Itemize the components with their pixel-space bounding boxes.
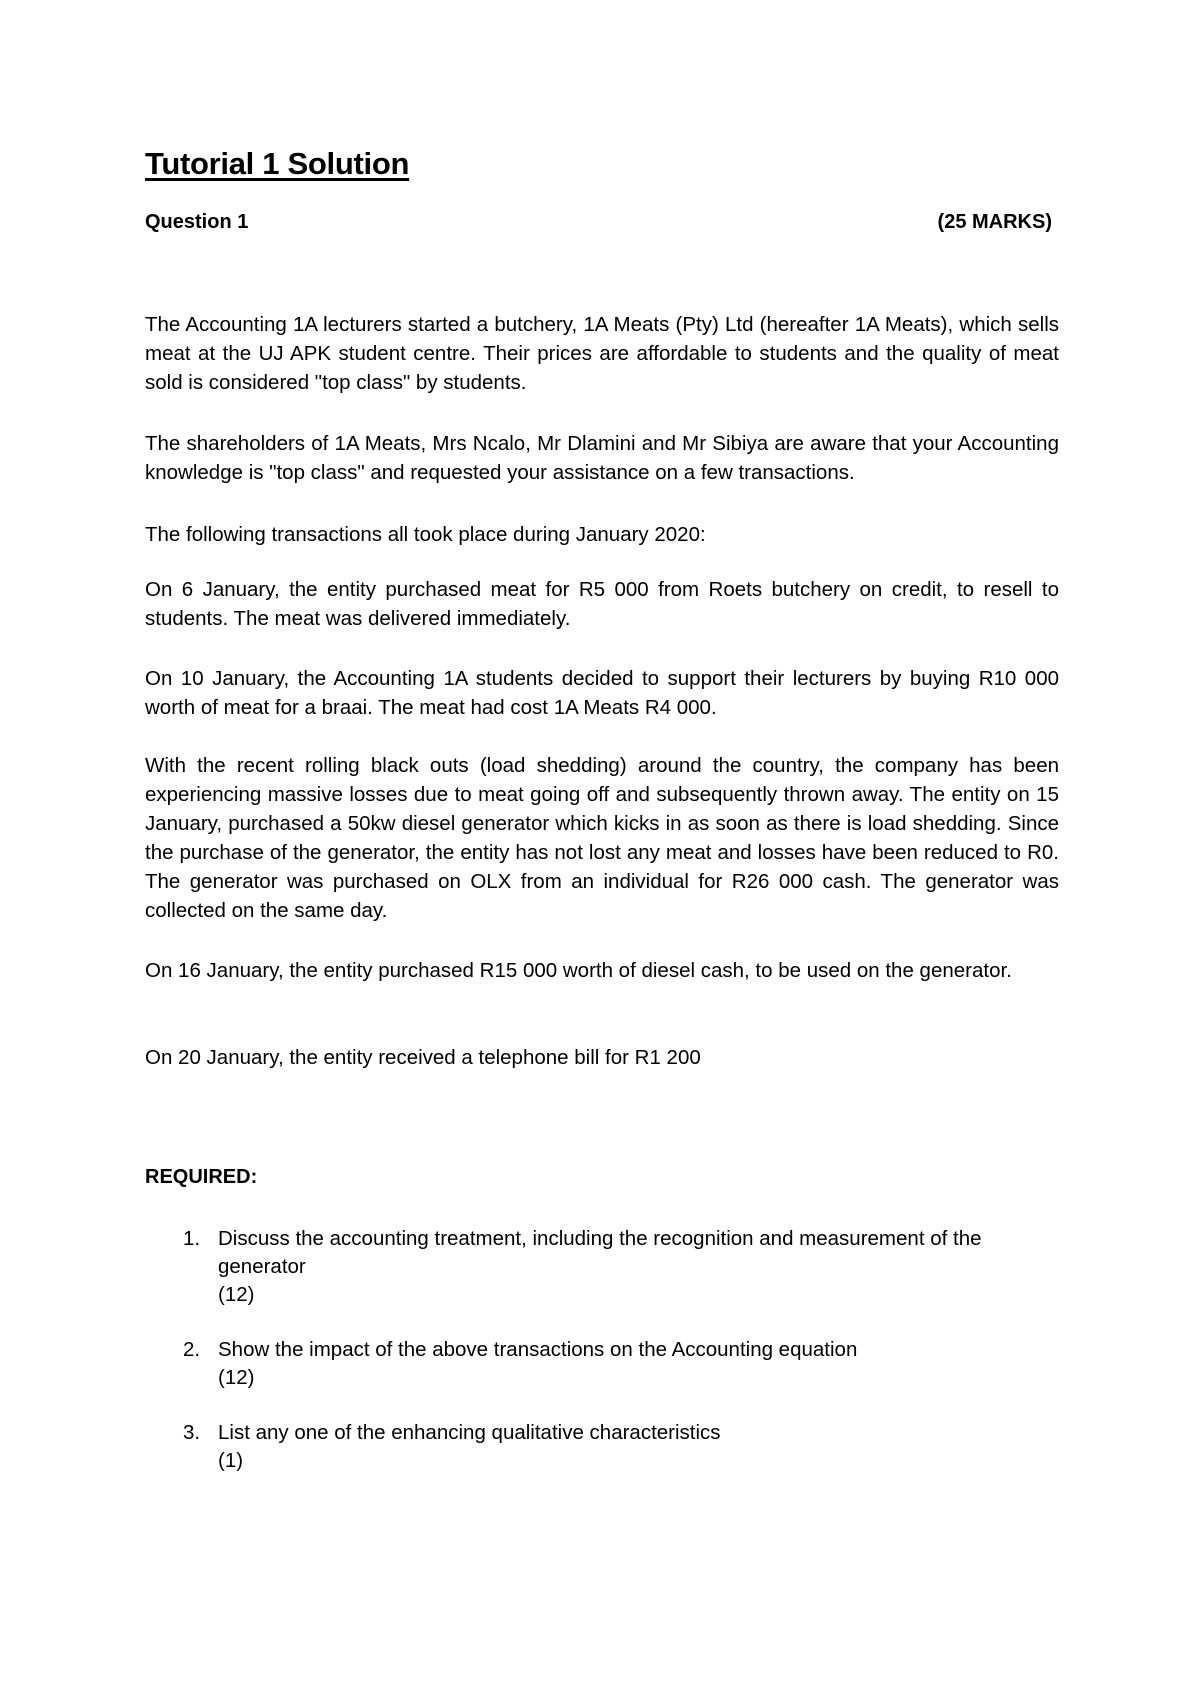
required-item-number: 2. [183, 1338, 201, 1361]
transaction-16-january: On 16 January, the entity purchased R15 000 worth of diesel cash, to be used on the generator. [145, 959, 1012, 982]
required-item-number: 3. [183, 1421, 201, 1444]
shareholders-paragraph: The shareholders of 1A Meats, Mrs Ncalo, Mr Dlamini and Mr Sibiya are aware that your Accounting knowledge is "top class" and requested your assistance on a few transactions. [145, 432, 1059, 484]
required-item-text: Show the impact of the above transactions on the Accounting equation [218, 1338, 858, 1361]
question-marks: (25 MARKS) [937, 211, 1052, 233]
transaction-15-january: With the recent rolling black outs (load shedding) around the country, the company has been experiencing massive losses due to meat going off and subsequently thrown away. The entity on 15 January, purchased a 50kw diesel generator which kicks in as soon as there is load shedding. Since the purchase of the generator, the entity has not lost any meat and losses have been reduced to R0. The generator was purchased on OLX from an individual for R26 000 cash. The generator was collected on the same day. [145, 754, 1059, 922]
transaction-10-january: On 10 January, the Accounting 1A students decided to support their lecturers by buying R10 000 worth of meat for a braai. The meat had cost 1A Meats R4 000. [145, 667, 1059, 719]
transactions-intro: The following transactions all took place during January 2020: [145, 523, 706, 546]
required-heading: REQUIRED: [145, 1166, 258, 1188]
required-item-marks: (12) [218, 1283, 255, 1306]
required-item-number: 1. [183, 1227, 201, 1250]
question-header [145, 211, 1052, 234]
transaction-6-january: On 6 January, the entity purchased meat for R5 000 from Roets butchery on credit, to resell to students. The meat was delivered immediately. [145, 578, 1059, 630]
transaction-20-january: On 20 January, the entity received a telephone bill for R1 200 [145, 1046, 701, 1069]
document-title: Tutorial 1 Solution [145, 146, 410, 181]
required-item-marks: (1) [218, 1449, 244, 1472]
required-list [145, 1225, 1059, 1502]
required-item-text: List any one of the enhancing qualitative characteristics [218, 1421, 721, 1444]
intro-paragraph: The Accounting 1A lecturers started a butchery, 1A Meats (Pty) Ltd (hereafter 1A Meats), which sells meat at the UJ APK student centre. Their prices are affordable to students and the quality of meat sold is considered "top class" by students. [145, 313, 1059, 394]
required-item-marks: (12) [218, 1366, 255, 1389]
required-item [145, 1225, 1059, 1309]
required-item [145, 1419, 1059, 1475]
required-item [145, 1336, 1059, 1392]
required-item-text: Discuss the accounting treatment, including the recognition and measurement of the generator [218, 1227, 982, 1278]
question-label: Question 1 [145, 211, 249, 233]
